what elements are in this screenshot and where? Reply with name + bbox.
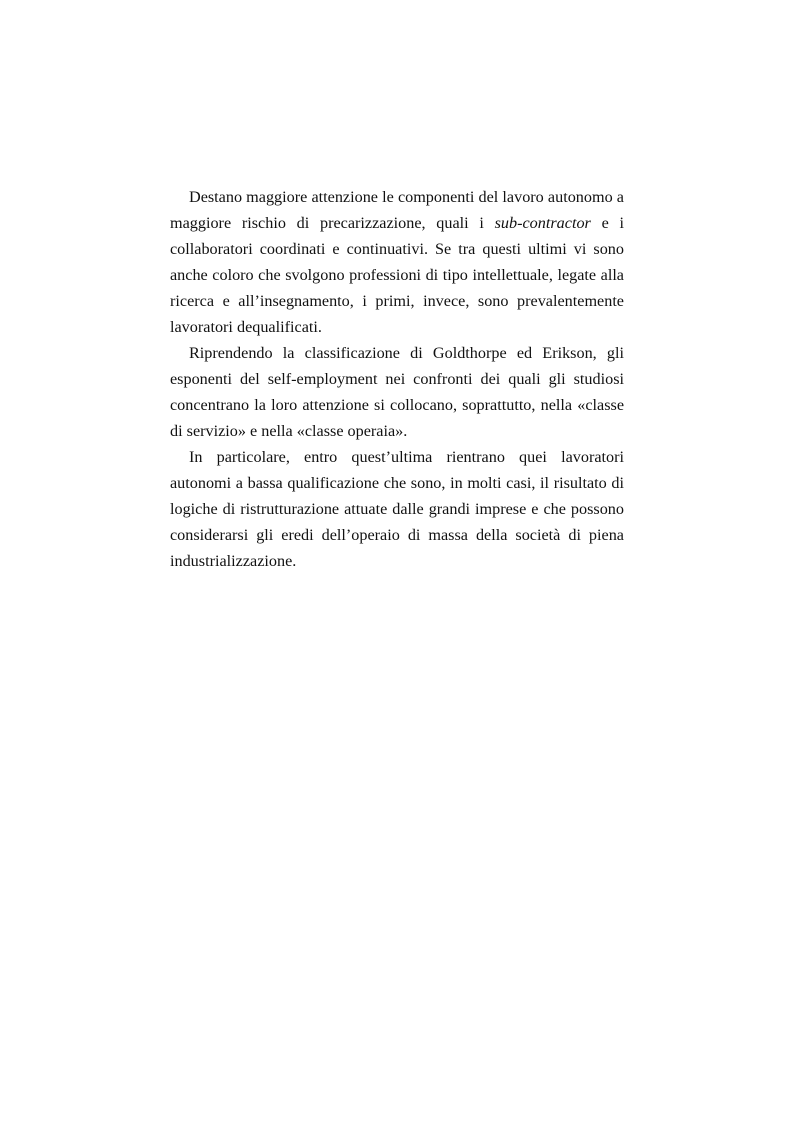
- body-text: [170, 184, 624, 574]
- paragraph-2: Riprendendo la classificazione di Goldthorpe ed Erikson, gli esponenti del self-employment nei confronti dei quali gli studiosi concentrano la loro attenzione si collocano, soprattutto, nella «classe di servizio» e nella «classe operaia».: [170, 344, 624, 440]
- paragraph-3: In particolare, entro quest’ultima rientrano quei lavoratori autonomi a bassa qualificazione che sono, in molti casi, il risultato di logiche di ristrutturazione attuate dalle grandi imprese e che possono considerarsi gli eredi dell’operaio di massa della società di piena industrializzazione.: [170, 448, 624, 570]
- paragraph-1: [170, 184, 624, 340]
- italic-term-sub-contractor: sub-contractor: [494, 214, 591, 232]
- paragraph-1-part-1: Destano maggiore attenzione le componenti del lavoro autonomo a maggiore rischio di precarizzazione, quali i: [170, 188, 624, 232]
- paragraph-1-part-2: e i collaboratori coordinati e continuativi. Se tra questi ultimi vi sono anche coloro che svolgono professioni di tipo intellettuale, legate alla ricerca e all’insegnamento, i primi, invece, sono prevalentemente lavoratori dequalificati.: [170, 214, 624, 336]
